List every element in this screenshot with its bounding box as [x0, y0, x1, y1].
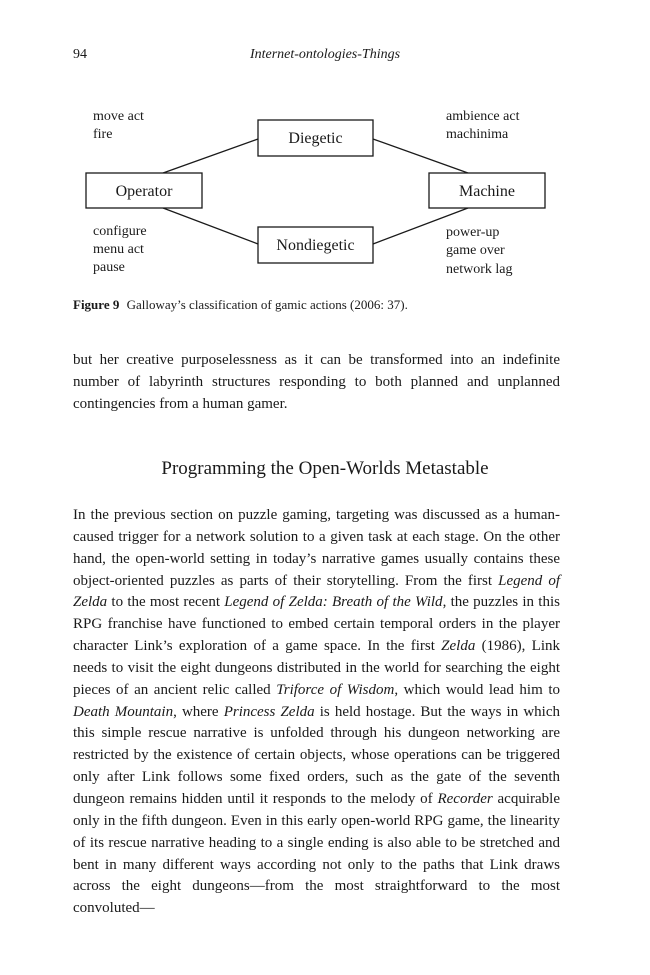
text-run: to the most recent: [107, 594, 225, 611]
edge-diegetic-machine: [373, 139, 468, 173]
label-network-lag: network lag: [446, 262, 513, 277]
page-number: 94: [73, 47, 87, 62]
text-run: , where: [173, 703, 224, 720]
node-nondiegetic: [258, 227, 373, 263]
label-group-bottom-right: [446, 225, 512, 277]
label-move-act: move act: [93, 109, 144, 124]
figure-caption-text: Galloway’s classification of gamic actions (2006: 37).: [126, 297, 408, 312]
figure-caption: [73, 297, 573, 313]
title-zelda: Zelda: [441, 638, 476, 655]
figure-caption-label: Figure 9: [73, 297, 120, 312]
label-ambience-act: ambience act: [446, 109, 520, 124]
node-machine: [429, 173, 545, 208]
label-fire: fire: [93, 127, 113, 142]
text-run: (1986), Link needs to visit the eight dungeons distributed in the world for searching the eight pieces of an ancient relic called: [73, 638, 560, 698]
label-group-top-left: [93, 109, 144, 142]
label-machinima: machinima: [446, 127, 509, 142]
text-run: , the puzzles in this RPG franchise have functioned to embed certain temporal orders in the player character Link’s exploration of a game space. In the first: [73, 594, 560, 655]
edge-operator-diegetic: [163, 139, 258, 173]
node-machine-label: Machine: [459, 183, 515, 200]
edge-operator-nondiegetic: [163, 208, 258, 244]
node-diegetic: [258, 120, 373, 156]
term-princess-zelda: Princess Zelda: [223, 703, 315, 720]
label-group-top-right: [446, 109, 520, 142]
node-nondiegetic-label: Nondiegetic: [276, 237, 355, 254]
running-title: Internet-ontologies-Things: [249, 47, 401, 62]
node-operator: [86, 173, 202, 208]
title-breath-of-the-wild: Legend of Zelda: Breath of the Wild: [224, 594, 443, 611]
label-group-bottom-left: [93, 224, 147, 275]
text-run: In the previous section on puzzle gaming, targeting was discussed as a human-caused trigger for a network solution to a given task at each stage. On the other hand, the open-world setting in today’s narrative games usually contains these object-oriented puzzles as parts of their storytelling. From the first: [73, 507, 560, 589]
term-death-mountain: Death Mountain: [73, 703, 174, 720]
label-game-over: game over: [446, 243, 505, 258]
term-triforce-of-wisdom: Triforce of Wisdom: [276, 681, 395, 698]
text-run: is held hostage. But the ways in which this simple rescue narrative is unfolded through his dungeon networking are restricted by the existence of certain objects, whose operations can be triggered only after Link follows some fixed orders, such as the gate of the seventh dungeon remains hidden until it responds to the melody of: [73, 703, 560, 807]
text-run: acquirable only in the fifth dungeon. Even in this early open-world RPG game, the linearity of its rescue narrative heading to a single ending is also able to be stretched and bent in many different ways according not only to the paths that Link draws across the eight dungeons—from the most straightforward to the most convoluted—: [73, 790, 560, 917]
node-diegetic-label: Diegetic: [288, 130, 343, 147]
section-paragraph: [73, 505, 560, 920]
node-operator-label: Operator: [115, 183, 173, 200]
label-menu-act: menu act: [93, 242, 144, 257]
continuation-paragraph: but her creative purposelessness as it can be transformed into an indefinite number of labyrinth structures responding to both planned and unplanned contingencies from a human gamer.: [73, 352, 560, 412]
label-configure: configure: [93, 224, 147, 239]
term-recorder: Recorder: [437, 790, 493, 807]
label-pause: pause: [93, 260, 125, 275]
section-heading: Programming the Open-Worlds Metastable: [161, 458, 489, 479]
galloway-diagram: [0, 0, 650, 300]
text-run: , which would lead him to: [394, 681, 560, 698]
label-power-up: power-up: [446, 225, 500, 240]
title-legend-of-zelda: Legend of Zelda: [73, 572, 560, 611]
